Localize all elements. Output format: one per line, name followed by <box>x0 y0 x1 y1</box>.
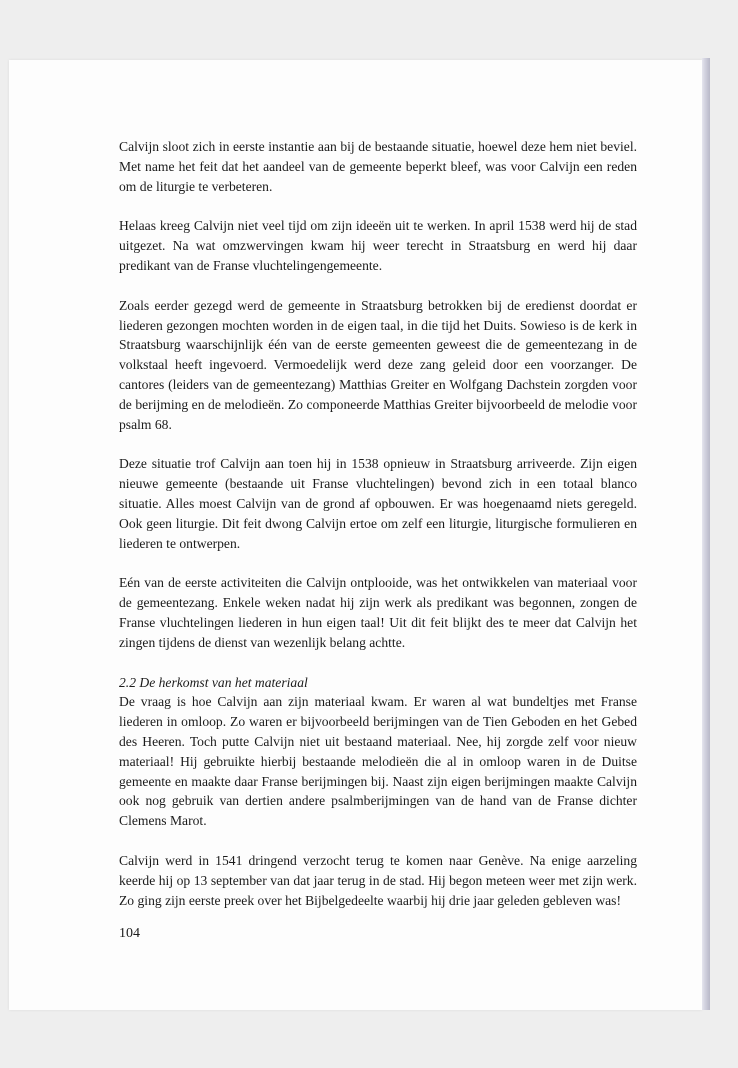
paragraph-6: De vraag is hoe Calvijn aan zijn materiaal kwam. Er waren al wat bundeltjes met Franse liederen in omloop. Zo waren er bijvoorbeeld berijmingen van de Tien Geboden en het Gebed des Heeren. Toch putte Calvijn niet uit bestaand materiaal. Nee, hij zorgde zelf voor nieuw materiaal! Hij gebruikte hierbij bestaande melodieën die al in omloop waren in de Duitse gemeente en maakte daar Franse berijmingen bij. Naast zijn eigen berijmingen maakte Calvijn ook nog gebruik van dertien andere psalmberijmingen van de hand van de Franse dichter Clemens Marot. <box>119 694 637 829</box>
page-edge <box>702 58 710 1010</box>
paragraph-2: Helaas kreeg Calvijn niet veel tijd om zijn ideeën uit te werken. In april 1538 werd hij de stad uitgezet. Na wat omzwervingen kwam hij weer terecht in Straatsburg en werd hij daar predikant van de Franse vluchtelingengemeente. <box>119 218 637 273</box>
paragraph-7: Calvijn werd in 1541 dringend verzocht terug te komen naar Genève. Na enige aarzeling keerde hij op 13 september van dat jaar terug in de stad. Hij begon meteen weer met zijn werk. Zo ging zijn eerste preek over het Bijbelgedeelte waarbij hij drie jaar geleden gebleven was! <box>119 852 637 908</box>
section-heading: 2.2 De herkomst van het materiaal <box>119 674 308 690</box>
body-text <box>119 137 637 930</box>
paragraph-3: Zoals eerder gezegd werd de gemeente in Straatsburg betrokken bij de eredienst doordat er liederen gezongen mochten worden in de eigen taal, in die tijd het Duits. Sowieso is de kerk in Straatsburg waarschijnlijk één van de eerste gemeenten geweest die de gemeentezang in de volkstaal heeft ingevoerd. Vermoedelijk werd deze zang geleid door een voorzanger. De cantores (leiders van de gemeentezang) Matthias Greiter en Wolfgang Dachstein zorgden voor de berijming en de melodieën. Zo componeerde Matthias Greiter bijvoorbeeld de melodie voor psalm 68. <box>119 297 637 432</box>
paragraph-5: Eén van de eerste activiteiten die Calvijn ontplooide, was het ontwikkelen van materiaal voor de gemeentezang. Enkele weken nadat hij zijn werk als predikant was begonnen, zongen de Franse vluchtelingen liederen in hun eigen taal! Uit dit feit blijkt des te meer dat Calvijn het zingen tijdens de dienst van wezenlijk belang achtte. <box>119 575 637 650</box>
paragraph-4: Deze situatie trof Calvijn aan toen hij in 1538 opnieuw in Straatsburg arriveerde. Zijn eigen nieuwe gemeente (bestaande uit Franse vluchtelingen) bevond zich in een totaal blanco situatie. Alles moest Calvijn van de grond af opbouwen. Er was hoegenaamd niets geregeld. Ook geen liturgie. Dit feit dwong Calvijn ertoe om zelf een liturgie, liturgische formulieren en liederen te ontwerpen. <box>119 456 637 551</box>
page-number: 104 <box>119 926 140 941</box>
paragraph-1: Calvijn sloot zich in eerste instantie aan bij de bestaande situatie, hoewel deze hem niet beviel. Met name het feit dat het aandeel van de gemeente beperkt bleef, was voor Calvijn een reden om de liturgie te verbeteren. <box>119 139 637 194</box>
